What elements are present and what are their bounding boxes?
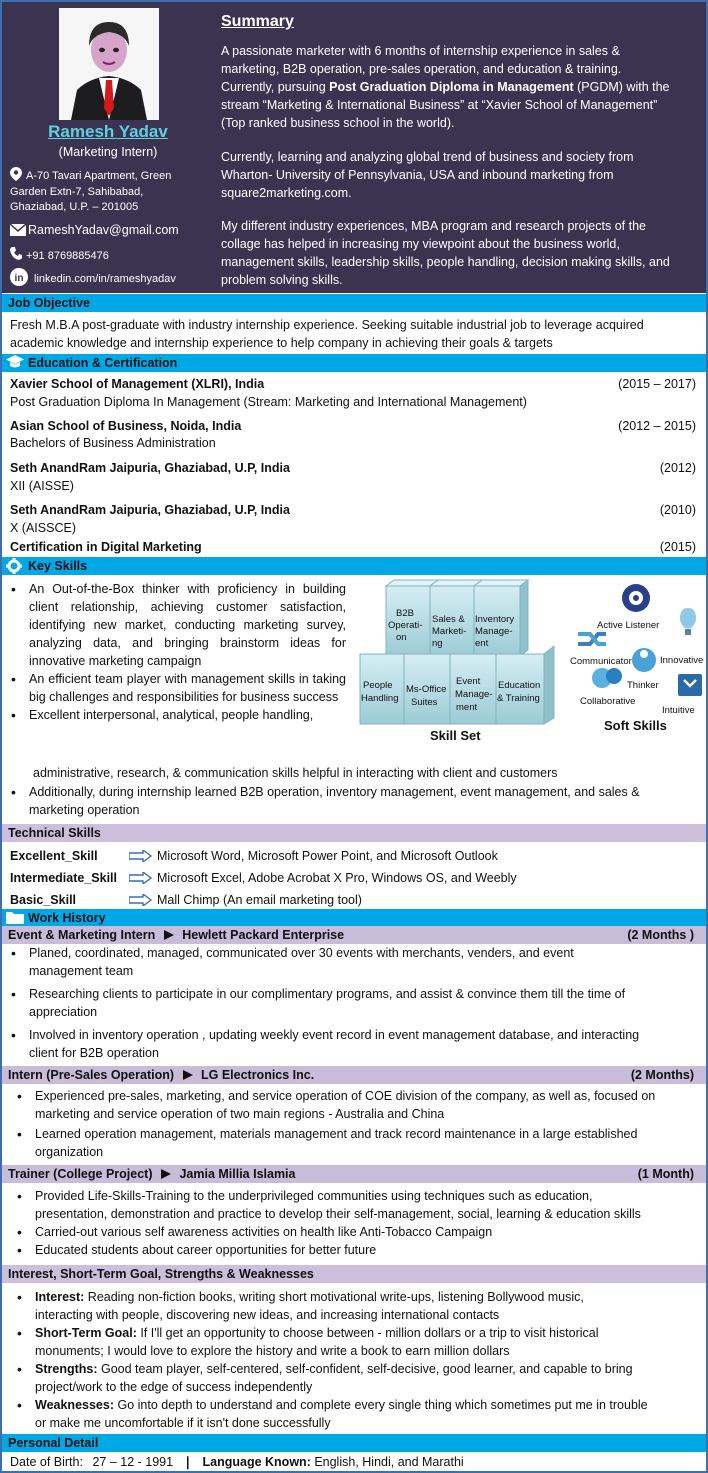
list-item: • An efficient team player with management skills in taking big challenges and responsibilities for business success	[6, 670, 346, 706]
language-label: Language Known:	[202, 1455, 311, 1469]
folder-icon	[6, 910, 24, 924]
job-2-company: LG Electronics Inc.	[200, 1068, 315, 1082]
list-item: • An Out-of-the-Box thinker with proficiency in building client relationship, achieving customer satisfaction, identifying new market, conducting marketing survey, analyzing data, and bringing brainstorm ideas for innovative marketing campaign	[6, 580, 346, 670]
list-item: • Educated students about career opportunities for better future	[12, 1241, 704, 1259]
job-2-bullets	[12, 1087, 704, 1161]
key-skills-list-2	[6, 783, 702, 819]
key-skill-3-continued: administrative, research, & communication skills helpful in interacting with client and customers	[33, 766, 558, 780]
triangle-right-icon	[181, 1070, 195, 1080]
innovative-icon	[680, 608, 696, 635]
graduation-cap-icon	[6, 355, 24, 369]
tech-level-3: Basic_Skill	[10, 893, 77, 907]
intuitive-icon	[678, 674, 702, 696]
job-1-heading	[2, 926, 706, 944]
triangle-right-icon	[162, 930, 176, 940]
job-1-company: Hewlett Packard Enterprise	[182, 928, 345, 942]
address-line-1: A-70 Tavari Apartment, Green	[26, 170, 172, 182]
education-years-1: (2015 – 2017)	[618, 377, 696, 391]
education-school-4: Seth AnandRam Jaipuria, Ghaziabad, U.P, India	[10, 503, 290, 517]
arrow-right-icon	[129, 850, 153, 862]
soft-skill-communicator: Communicator	[570, 656, 632, 667]
job-2-heading	[2, 1066, 706, 1084]
arrow-right-icon	[129, 872, 153, 884]
arrow-right-icon	[129, 894, 153, 906]
skill-label-education: Education & Training	[497, 680, 541, 704]
job-3-role: Trainer (College Project)	[8, 1167, 153, 1181]
list-item: • Excellent interpersonal, analytical, people handling,	[6, 706, 346, 724]
soft-skill-collaborative: Collaborative	[580, 696, 636, 707]
triangle-right-icon	[159, 1169, 173, 1179]
tech-tools-2: Microsoft Excel, Adobe Acrobat X Pro, Windows OS, and Weebly	[157, 871, 517, 885]
summary-title: Summary	[221, 13, 294, 30]
svg-text:in: in	[14, 273, 24, 284]
summary-paragraph-2: Currently, learning and analyzing global trend of business and society from Wharton- University of Pennsylvania, USA and inbound marketing from square2marketing.com.	[221, 150, 634, 200]
candidate-name: Ramesh Yadav	[48, 122, 168, 141]
job-2-role: Intern (Pre-Sales Operation)	[8, 1068, 175, 1082]
tech-level-1: Excellent_Skill	[10, 849, 98, 863]
job-1-role: Event & Marketing Intern	[8, 928, 156, 942]
soft-skill-intuitive: Intuitive	[662, 705, 695, 716]
skill-set-caption: Skill Set	[430, 728, 481, 743]
soft-skill-innovative: Innovative	[660, 655, 704, 666]
skill-label-b2b: B2B Operati-on	[388, 608, 423, 643]
collaborative-icon	[592, 668, 622, 688]
email-text: RameshYadav@gmail.com	[28, 223, 179, 237]
job-2-duration: (2 Months)	[630, 1068, 694, 1082]
language-value: English, Hindi, and Marathi	[310, 1455, 464, 1469]
job-1-bullets	[6, 944, 704, 1062]
interest-list	[12, 1288, 704, 1432]
education-school-3: Seth AnandRam Jaipuria, Ghaziabad, U.P, India	[10, 461, 290, 475]
personal-detail-heading: Personal Detail	[2, 1434, 706, 1452]
tech-tools-3: Mall Chimp (An email marketing tool)	[157, 893, 362, 907]
address	[10, 167, 210, 216]
education-detail-1: Post Graduation Diploma In Management (Stream: Marketing and International Management)	[10, 395, 527, 409]
list-item: • Short-Term Goal: If I'll get an opportunity to choose between - million dollars or a trip to visit historical monuments; I would love to explore the history and write a book to earn million dollars	[12, 1324, 704, 1360]
skill-label-msoffice: Ms-Office Suites	[406, 684, 447, 708]
technical-skills-heading: Technical Skills	[2, 824, 706, 842]
list-item: • Weaknesses: Go into depth to understand and complete every single thing which sometimes put me in trouble or make me uncomfortable if it isn't done successfully	[12, 1396, 704, 1432]
list-item: • Researching clients to participate in our complimentary programs, and assist & convince them till the time of appreciation	[6, 985, 704, 1021]
personal-detail-row	[10, 1453, 464, 1471]
job-1-duration: (2 Months )	[627, 928, 694, 942]
job-objective-heading: Job Objective	[2, 294, 706, 312]
list-item: • Interest: Reading non-fiction books, writing short motivational write-ups, listening Bollywood music, interacting with people, discovering new ideas, and increasing international contacts	[12, 1288, 704, 1324]
education-school-1: Xavier School of Management (XLRI), India	[10, 377, 265, 391]
soft-skills-icons	[568, 578, 706, 716]
education-detail-3: XII (AISSE)	[10, 479, 74, 493]
education-years-3: (2012)	[659, 461, 696, 475]
skill-set-diagram	[358, 578, 558, 748]
list-item: • Strengths: Good team player, self-centered, self-confident, self-decisive, good learner, and capable to bring project/work to the edge of success independently	[12, 1360, 704, 1396]
thinker-icon	[632, 648, 656, 672]
skill-set-blocks	[358, 578, 558, 728]
address-line-2: Garden Extn-7, Sahibabad,	[10, 185, 144, 198]
phone	[10, 247, 109, 265]
list-item: • Experienced pre-sales, marketing, and service operation of COE division of the company, as well as, focused on marketing and service operation of two main regions - Australia and China	[12, 1087, 704, 1123]
interest-heading: Interest, Short-Term Goal, Strengths & Weaknesses	[2, 1265, 706, 1283]
list-item: • Carried-out various self awareness activities on health like Anti-Tobacco Campaign	[12, 1223, 704, 1241]
education-heading: Education & Certification	[2, 354, 706, 372]
job-objective-text: Fresh M.B.A post-graduate with industry internship experience. Seeking suitable industrial job to leverage acquired academic knowledge and internship experience to help company in achieving their goals & targets	[10, 318, 644, 350]
certification: Certification in Digital Marketing	[10, 540, 202, 554]
list-item: • Planed, coordinated, managed, communicated over 30 events with merchants, venders, and event management team	[6, 944, 704, 980]
list-item: • Additionally, during internship learned B2B operation, inventory management, event management, and sales & marketing operation	[6, 783, 702, 819]
education-school-2: Asian School of Business, Noida, India	[10, 419, 242, 433]
address-line-3: Ghaziabad, U.P. – 201005	[10, 201, 139, 213]
linkedin-icon	[10, 268, 28, 286]
skill-label-event: Event Manage-ment	[455, 676, 493, 713]
education-detail-4: X (AISSCE)	[10, 521, 76, 535]
job-3-heading	[2, 1165, 706, 1183]
education-years-2: (2012 – 2015)	[618, 419, 696, 433]
soft-skill-active-listener: Active Listener	[597, 620, 660, 631]
list-item: • Learned operation management, materials management and track record maintenance in a large established organization	[12, 1125, 704, 1161]
location-pin-icon	[10, 167, 24, 181]
education-years-4: (2010)	[659, 503, 696, 517]
phone-icon	[10, 247, 24, 261]
dob-label: Date of Birth:	[10, 1455, 83, 1469]
job-3-company: Jamia Millia Islamia	[179, 1167, 296, 1181]
soft-skill-thinker: Thinker	[627, 680, 659, 691]
skill-label-inventory: Inventory Manage-ent	[475, 614, 515, 649]
dob-value: 27 – 12 - 1991	[92, 1455, 174, 1469]
communicator-icon	[578, 634, 606, 644]
key-skills-heading: Key Skills	[2, 557, 706, 575]
job-3-bullets	[12, 1187, 704, 1259]
soft-skills-diagram	[568, 578, 706, 738]
linkedin-text: linkedin.com/in/rameshyadav	[34, 273, 176, 285]
tech-level-2: Intermediate_Skill	[10, 871, 117, 885]
summary-paragraph-1: A passionate marketer with 6 months of internship experience in sales & marketing, B2B operation, pre-sales operation, and education & training. Currently, pursuing Post Graduation Diploma in Management (PGDM) with the stream “Marketing & International Business” at “Xavier School of Management” (Top ranked business school in the world).	[221, 44, 670, 130]
linkedin	[10, 268, 176, 288]
email	[10, 223, 179, 239]
phone-text: +91 8769885476	[26, 250, 109, 262]
list-item: • Involved in inventory operation , updating weekly event record in event management database, and interacting client for B2B operation	[6, 1026, 704, 1062]
list-item: • Provided Life-Skills-Training to the underprivileged communities using techniques such as education, presentation, demonstration and practice to develop their self-management, social, learning & education skills	[12, 1187, 704, 1223]
job-3-duration: (1 Month)	[637, 1167, 694, 1181]
certification-year: (2015)	[659, 540, 696, 554]
tech-tools-1: Microsoft Word, Microsoft Power Point, and Microsoft Outlook	[157, 849, 498, 863]
profile-photo	[59, 8, 159, 120]
soft-skills-caption: Soft Skills	[604, 718, 667, 733]
separator: ❘	[182, 1455, 194, 1469]
skill-label-sales: Sales & Marketi-ng	[432, 614, 467, 649]
gear-icon	[6, 558, 24, 572]
skill-label-people: People Handling	[361, 680, 399, 704]
candidate-role: (Marketing Intern)	[58, 145, 158, 159]
summary-paragraph-3: My different industry experiences, MBA program and research projects of the collage has helped in increasing my viewpoint about the business world, management skills, leadership skills, people handling, decision making skills, and problem solving skills.	[221, 219, 670, 287]
education-detail-2: Bachelors of Business Administration	[10, 436, 216, 450]
envelope-icon	[10, 224, 26, 238]
active-listener-icon	[622, 584, 650, 612]
work-history-heading: Work History	[2, 909, 706, 927]
resume-header	[2, 2, 706, 293]
key-skills-list	[6, 580, 346, 724]
